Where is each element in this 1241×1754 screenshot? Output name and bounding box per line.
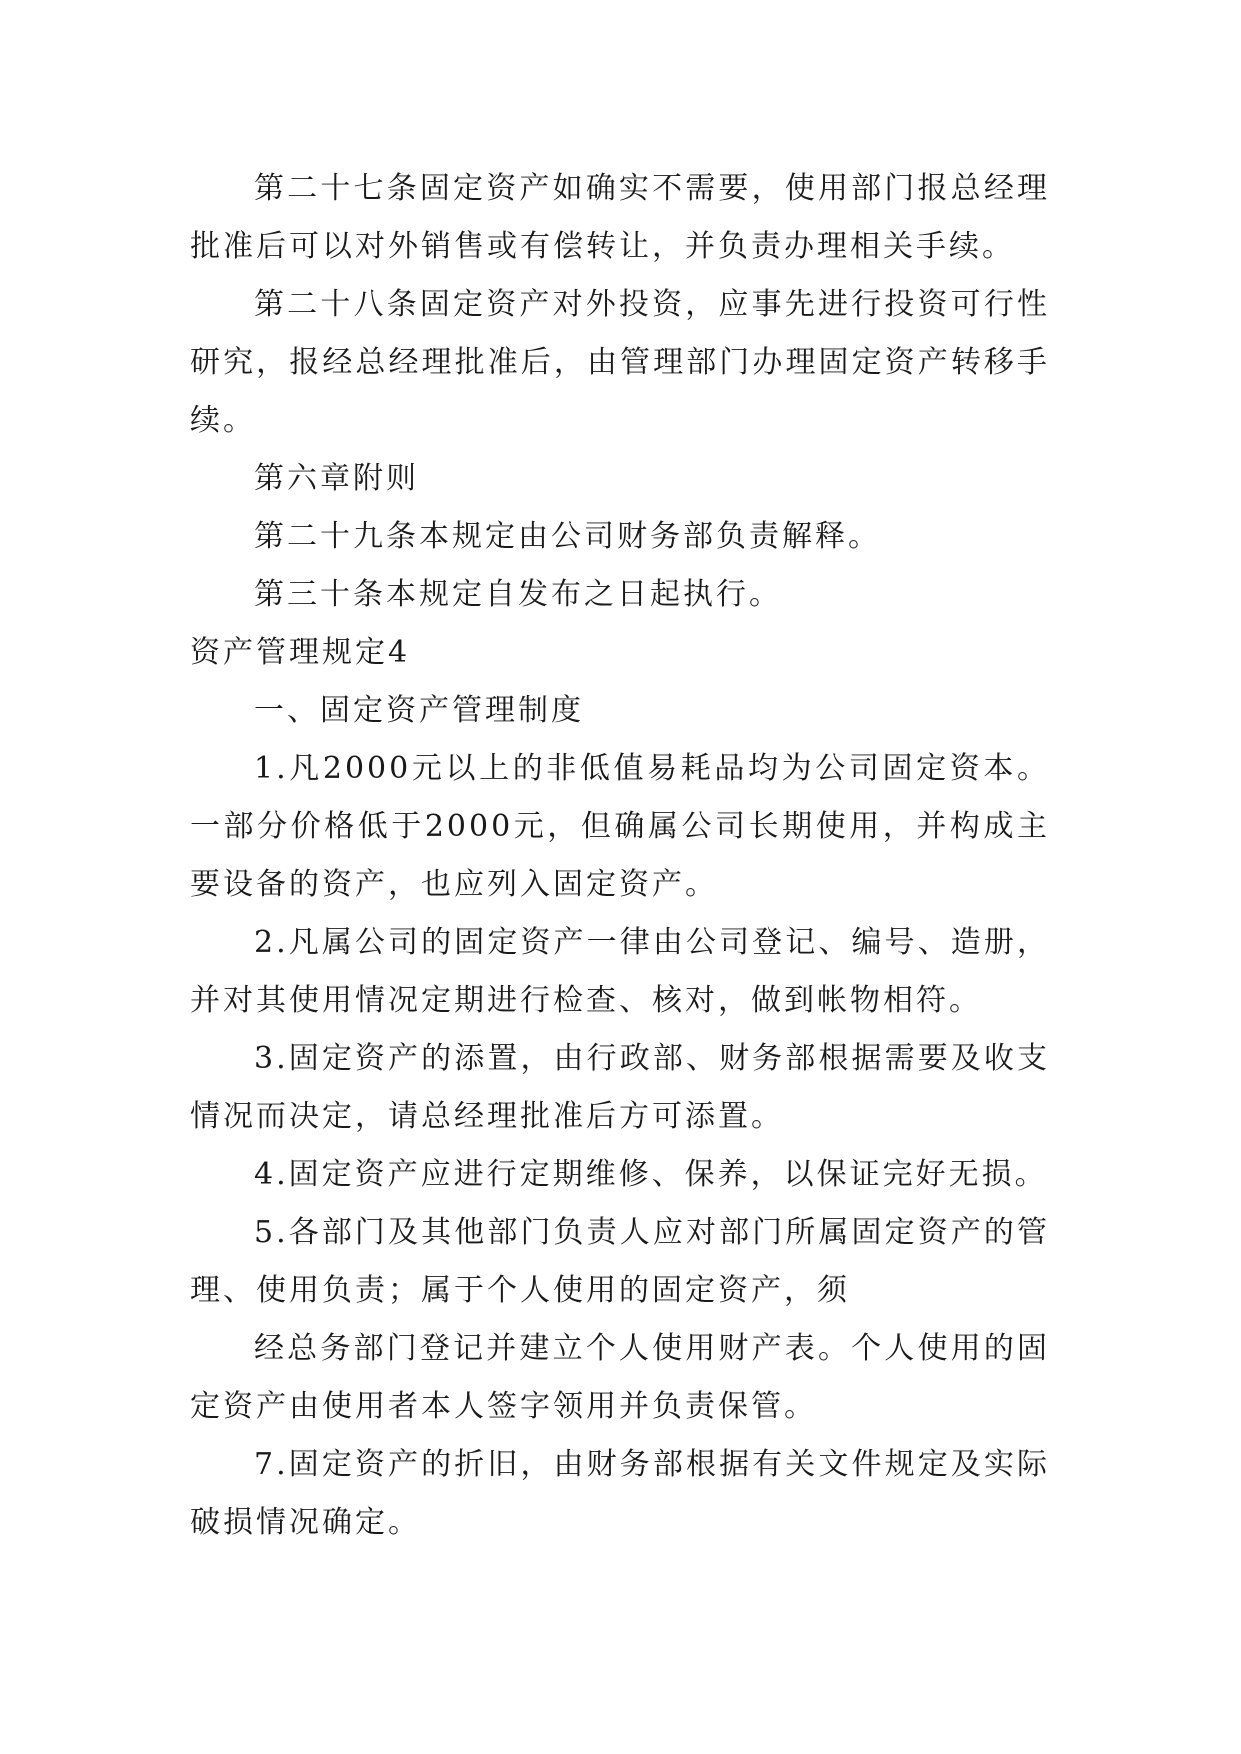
paragraph-item-5: 5.各部门及其他部门负责人应对部门所属固定资产的管理、使用负责；属于个人使用的固定资产，须 (190, 1215, 1050, 1308)
paragraph-article-27: 第二十七条固定资产如确实不需要，使用部门报总经理批准后可以对外销售或有偿转让，并负责办理相关手续。 (190, 171, 1050, 264)
paragraph-article-30: 第三十条本规定自发布之日起执行。 (254, 577, 782, 612)
paragraph-item-2: 2.凡属公司的固定资产一律由公司登记、编号、造册，并对其使用情况定期进行检查、核对，做到帐物相符。 (190, 925, 1050, 1018)
paragraph-article-28: 第二十八条固定资产对外投资，应事先进行投资可行性研究，报经总经理批准后，由管理部门办理固定资产转移手续。 (190, 287, 1050, 438)
chapter-heading: 第六章附则 (254, 461, 419, 496)
paragraph-item-1: 1.凡2000元以上的非低值易耗品均为公司固定资本。一部分价格低于2000元，但确属公司长期使用，并构成主要设备的资产，也应列入固定资产。 (190, 751, 1050, 902)
paragraph-item-5-continued: 经总务部门登记并建立个人使用财产表。个人使用的固定资产由使用者本人签字领用并负责保管。 (190, 1331, 1050, 1424)
paragraph-item-4: 4.固定资产应进行定期维修、保养，以保证完好无损。 (254, 1157, 1048, 1192)
document-body (190, 160, 1050, 1552)
paragraph-item-3: 3.固定资产的添置，由行政部、财务部根据需要及收支情况而决定，请总经理批准后方可添置。 (190, 1041, 1050, 1134)
section-title: 资产管理规定4 (190, 635, 411, 670)
section-heading: 一、固定资产管理制度 (254, 693, 584, 728)
paragraph-item-7: 7.固定资产的折旧，由财务部根据有关文件规定及实际破损情况确定。 (190, 1447, 1050, 1540)
paragraph-article-29: 第二十九条本规定由公司财务部负责解释。 (254, 519, 881, 554)
